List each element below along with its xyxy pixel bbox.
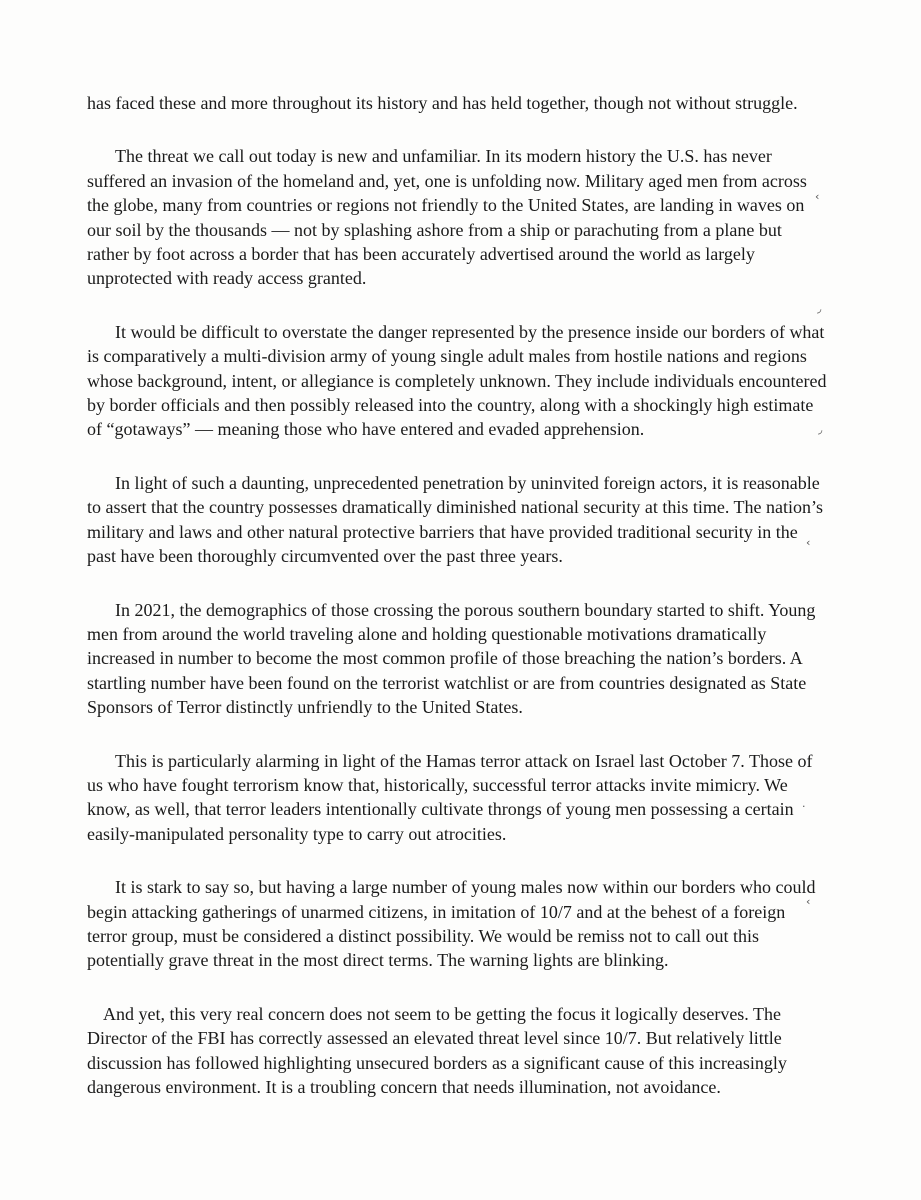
paragraph-danger: It would be difficult to overstate the danger represented by the presence inside our borders of what is comparatively a multi-division army of young single adult males from hostile nations and regions whose background, intent, or allegiance is completely unknown. They include individuals encountered by border officials and then possibly released into the country, along with a shockingly high estimate of “gotaways” — meaning those who have entered and evaded apprehension. bbox=[87, 321, 827, 440]
scan-speck: · bbox=[802, 800, 806, 813]
paragraph-hamas-attack: This is particularly alarming in light of the Hamas terror attack on Israel last October 7. Those of us who have fought terrorism know that, historically, successful terror attacks invite mimicry. We know, as well, that terror leaders intentionally cultivate throngs of young men possessing a certain easily-manipulated personality type to carry out atrocities. bbox=[87, 750, 813, 844]
paragraph-threat-intro: The threat we call out today is new and unfamiliar. In its modern history the U.S. has never suffered an invasion of the homeland and, yet, one is unfolding now. Military aged men from across the globe, many from countries or regions not friendly to the United States, are landing in waves on our soil by the thousands — not by splashing ashore from a ship or parachuting from a plane but rather by foot across a border that has been accurately advertised around the world as largely unprotected with ready access granted. bbox=[87, 146, 807, 289]
scan-speck: ‹ bbox=[815, 190, 820, 203]
scan-speck: ‹ bbox=[806, 536, 811, 549]
scan-speck: ◞ bbox=[818, 423, 823, 436]
scan-speck: ◞ bbox=[817, 302, 822, 315]
scan-speck: ‹ bbox=[806, 895, 811, 908]
paragraph-national-security: In light of such a daunting, unprecedented penetration by uninvited foreign actors, it is reasonable to assert that the country possesses dramatically diminished national security at this time. The nation’s military and laws and other natural protective barriers that have provided traditional security in the past have been thoroughly circumvented over the past three years. bbox=[87, 472, 824, 567]
paragraph-continuation: has faced these and more throughout its history and has held together, though not without struggle. bbox=[87, 93, 798, 113]
paragraph-focus: And yet, this very real concern does not seem to be getting the focus it logically deserves. The Director of the FBI has correctly assessed an elevated threat level since 10/7. But relatively little discussion has followed highlighting unsecured borders as a significant cause of this increasingly dangerous environment. It is a troubling concern that needs illumination, not avoidance. bbox=[87, 1003, 787, 1097]
letter-body bbox=[87, 91, 827, 1128]
paragraph-possibility: It is stark to say so, but having a large number of young males now within our borders who could begin attacking gatherings of unarmed citizens, in imitation of 10/7 and at the behest of a foreign terror group, must be considered a distinct possibility. We would be remiss not to call out this potentially grave threat in the most direct terms. The warning lights are blinking. bbox=[87, 877, 816, 971]
paragraph-demographics: In 2021, the demographics of those crossing the porous southern boundary started to shift. Young men from around the world traveling alone and holding questionable motivations dramatically increased in number to become the most common profile of those breaching the nation’s borders. A startling number have been found on the terrorist watchlist or are from countries designated as State Sponsors of Terror distinctly unfriendly to the United States. bbox=[87, 599, 816, 718]
